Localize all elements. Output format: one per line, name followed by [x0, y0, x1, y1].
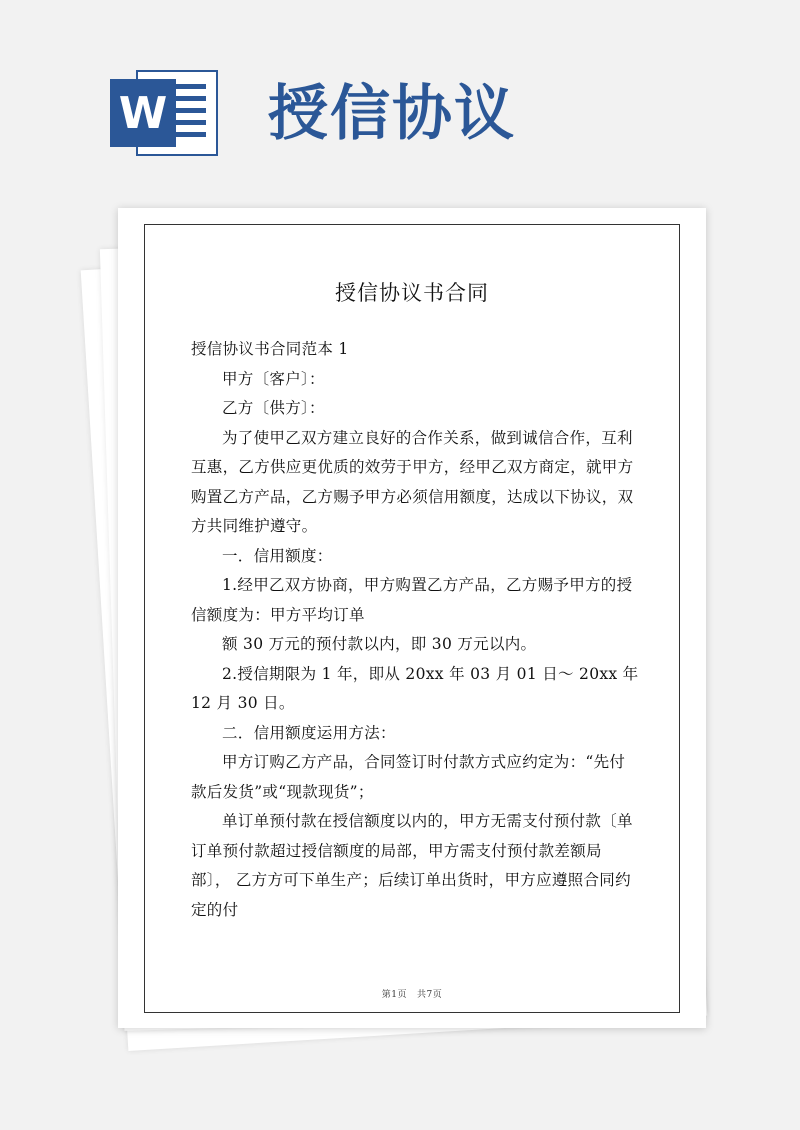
paragraph-party-b: 乙方〔供方〕： [222, 399, 325, 417]
page-border [144, 224, 680, 1013]
banner-title: 授信协议 [268, 79, 516, 149]
document-body [191, 335, 639, 925]
page-footer [145, 987, 679, 1000]
document-page [118, 208, 706, 1028]
paragraph-prepayment: 单订单预付款在授信额度以内的，甲方无需支付预付款〔单订单预付款超过授信额度的局部，甲方需支付预付款差额局部〕， 乙方方可下单生产；后续订单出货时，甲方应遵照合同约定的付 [191, 812, 633, 919]
page-number: 第1页 [381, 990, 407, 1000]
paragraph-clause-1: 1.经甲乙双方协商，甲方购置乙方产品，乙方赐予甲方的授信额度为：甲方平均订单 [191, 576, 633, 624]
banner [0, 0, 800, 200]
paragraph-clause-1-cont: 额 30 万元的预付款以内，即 30 万元以内。 [222, 635, 537, 653]
paragraph-payment-terms: 甲方订购乙方产品，合同签订时付款方式应约定为：“先付款后发货”或“现款现货”； [191, 753, 626, 801]
paragraph-heading: 授信协议书合同范本 1 [191, 340, 349, 358]
paragraph-party-a: 甲方〔客户〕： [222, 369, 325, 388]
page-total: 共7页 [417, 990, 443, 1000]
document-title: 授信协议书合同 [335, 281, 489, 305]
section-heading-usage: 二．信用额度运用方法： [222, 723, 396, 742]
paragraph-clause-2: 2.授信期限为 1 年，即从 20xx 年 03 月 01 日～ 20xx 年 12 月 30 日。 [191, 664, 639, 712]
word-icon-badge: W [110, 79, 176, 147]
paragraph-preamble: 为了使甲乙双方建立良好的合作关系，做到诚信合作，互利互惠，乙方供应更优质的效劳于甲方，经甲乙双方商定，就甲方购置乙方产品，乙方赐予甲方必须信用额度，达成以下协议，双方共同维护遵守。 [191, 428, 634, 535]
section-heading-credit-limit: 一．信用额度： [222, 546, 333, 565]
word-icon [110, 70, 218, 156]
